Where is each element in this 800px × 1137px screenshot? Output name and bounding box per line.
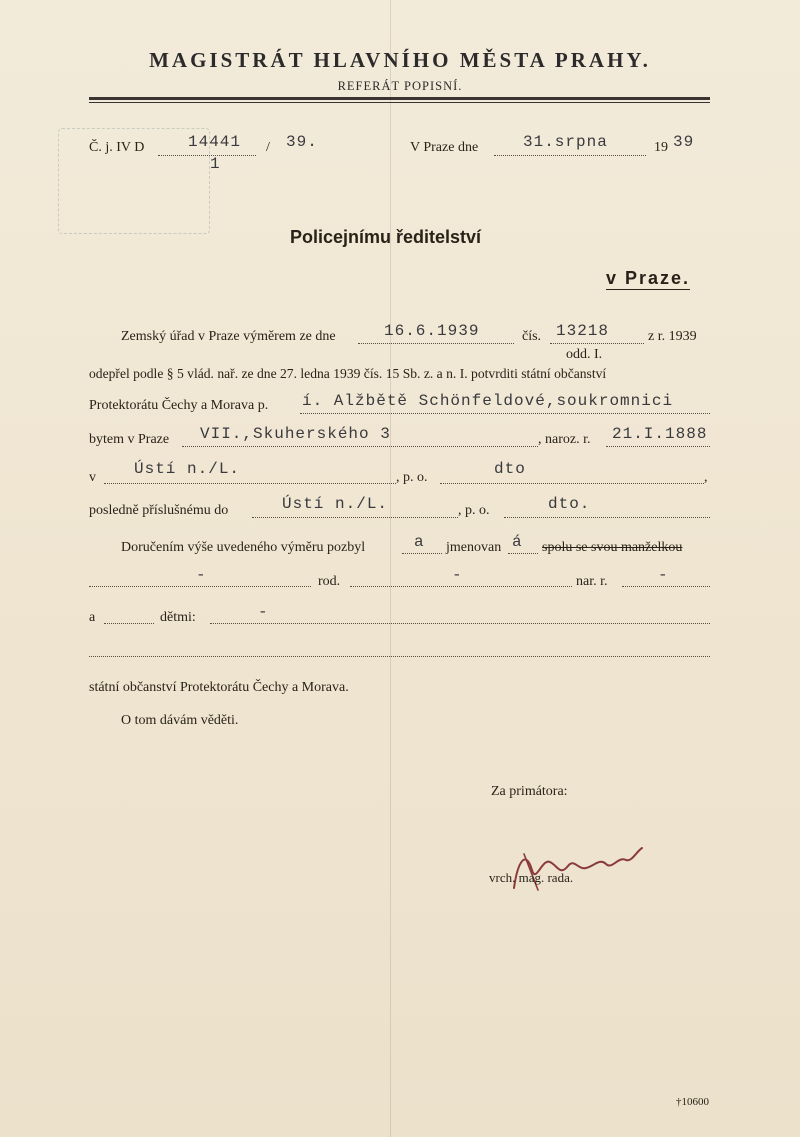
body-line1-dept: odd. I. bbox=[566, 347, 603, 362]
header-rule-thick bbox=[89, 97, 710, 100]
fill-line bbox=[104, 623, 154, 624]
children-dash: - bbox=[258, 603, 269, 621]
body-line7-text: Doručením výše uvedeného výměru pozbyl bbox=[121, 540, 366, 555]
person-address: VII.,Skuherského 3 bbox=[200, 425, 391, 443]
body-line5-comma: , bbox=[704, 470, 708, 485]
spouse-name-dash: - bbox=[196, 566, 207, 584]
fill-line bbox=[606, 446, 710, 447]
header-rule-thin bbox=[89, 102, 710, 103]
fill-line bbox=[504, 517, 710, 518]
body-line8-nar: nar. r. bbox=[576, 574, 608, 589]
body-line1-year: z r. 1939 bbox=[648, 329, 697, 344]
fill-line bbox=[358, 343, 514, 344]
body-line8-rod: rod. bbox=[318, 574, 341, 589]
document-date: 31.srpna bbox=[523, 133, 608, 151]
body-line10: státní občanství Protektorátu Čechy a Morava. bbox=[89, 680, 349, 695]
body-line7-named: jmenovan bbox=[446, 540, 502, 555]
document-subtitle: REFERÁT POPISNÍ. bbox=[337, 79, 463, 93]
spouse-maiden-dash: - bbox=[452, 566, 463, 584]
official-title: vrch. mag. rada. bbox=[489, 870, 574, 885]
spouse-born-dash: - bbox=[658, 566, 669, 584]
fill-line bbox=[300, 413, 710, 414]
body-line9-children: dětmi: bbox=[160, 610, 196, 625]
body-line4-born: , naroz. r. bbox=[538, 432, 591, 447]
fold-line bbox=[390, 0, 391, 1137]
reference-sub: 1 bbox=[210, 155, 221, 173]
last-domicile: Ústí n./L. bbox=[282, 495, 389, 513]
form-code: †10600 bbox=[676, 1096, 709, 1108]
body-line9-a: a bbox=[89, 610, 96, 625]
fill-line bbox=[89, 656, 710, 657]
lost-suffix: a bbox=[414, 533, 425, 551]
fill-line bbox=[622, 586, 710, 587]
fill-line bbox=[182, 446, 538, 447]
addressee-line2: v Praze. bbox=[606, 268, 691, 288]
fill-line bbox=[89, 586, 311, 587]
addressee-line1: Policejnímu ředitelství bbox=[290, 227, 482, 247]
birth-po: dto bbox=[494, 460, 526, 478]
year-prefix: 19 bbox=[654, 140, 668, 155]
reference-year: 39. bbox=[286, 133, 318, 151]
body-line5-po: , p. o. bbox=[396, 470, 428, 485]
body-line5-v: v bbox=[89, 470, 96, 485]
body-line1-cis: čís. bbox=[522, 329, 542, 344]
reference-number-line bbox=[158, 155, 256, 156]
year-suffix: 39 bbox=[673, 133, 695, 151]
fill-line bbox=[252, 517, 458, 518]
body-line6-text: posledně příslušnému do bbox=[89, 503, 229, 518]
body-line6-po: , p. o. bbox=[458, 503, 490, 518]
fill-line bbox=[210, 623, 710, 624]
body-line4-text: bytem v Praze bbox=[89, 432, 170, 447]
body-line11: O tom dávám věděti. bbox=[121, 713, 239, 728]
fill-line bbox=[550, 343, 644, 344]
fill-line bbox=[104, 483, 396, 484]
fill-line bbox=[350, 586, 572, 587]
domicile-po: dto. bbox=[548, 495, 591, 513]
struck-spouse-clause: spolu se svou manželkou bbox=[542, 540, 683, 555]
reference-label: Č. j. IV D bbox=[89, 140, 145, 155]
birth-date: 21.I.1888 bbox=[612, 425, 708, 443]
date-line bbox=[494, 155, 646, 156]
person-name: í. Alžbětě Schönfeldové,soukromnici bbox=[302, 392, 674, 410]
body-line1-text: Zemský úřad v Praze výměrem ze dne bbox=[121, 329, 336, 344]
named-suffix: á bbox=[512, 533, 523, 551]
body-line2: odepřel podle § 5 vlád. nař. ze dne 27. ledna 1939 čís. 15 Sb. z. a n. I. potvrditi státní občanství bbox=[89, 366, 607, 381]
reference-separator: / bbox=[266, 140, 270, 155]
body-line3-text: Protektorátu Čechy a Morava p. bbox=[89, 398, 269, 413]
fill-line bbox=[402, 553, 442, 554]
reference-number: 14441 bbox=[188, 133, 242, 151]
birth-place: Ústí n./L. bbox=[134, 460, 241, 478]
fill-line bbox=[508, 553, 538, 554]
for-mayor-label: Za primátora: bbox=[491, 784, 568, 799]
decision-date: 16.6.1939 bbox=[384, 322, 480, 340]
document-title: MAGISTRÁT HLAVNÍHO MĚSTA PRAHY. bbox=[149, 48, 651, 72]
fill-line bbox=[440, 483, 704, 484]
place-date-label: V Praze dne bbox=[410, 140, 479, 155]
decision-number: 13218 bbox=[556, 322, 610, 340]
